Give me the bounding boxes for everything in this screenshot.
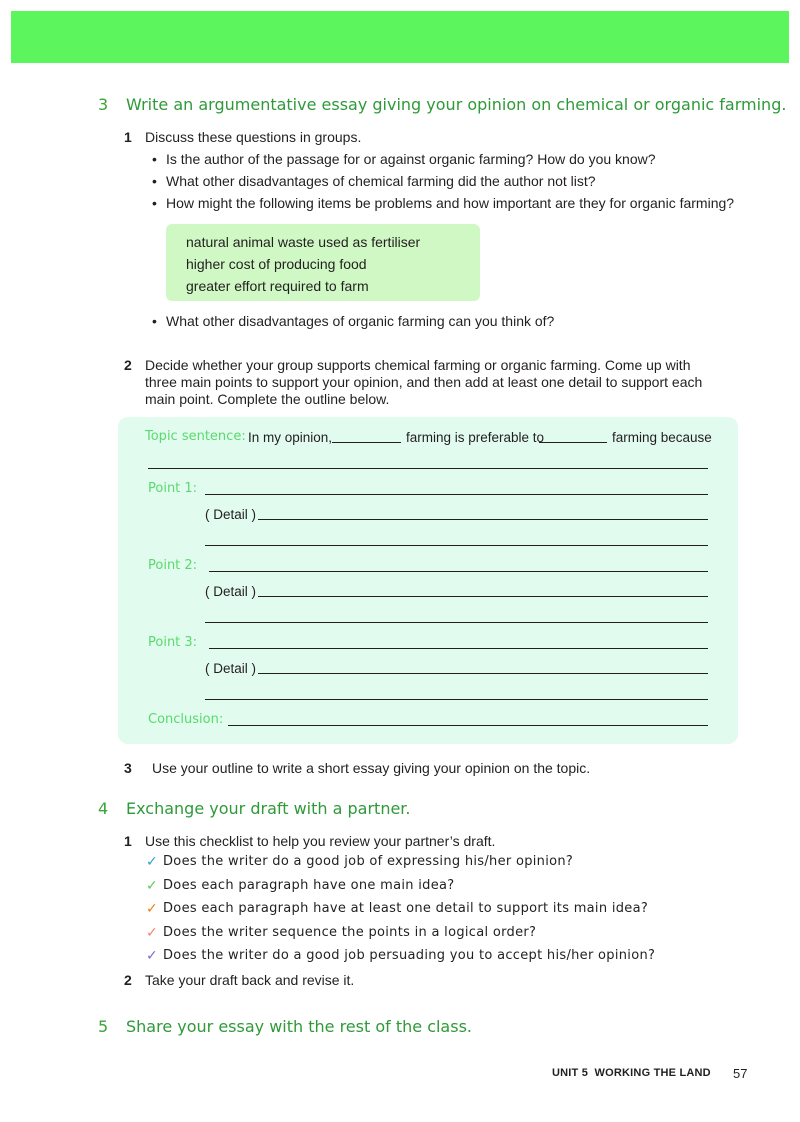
checkmark-icon: ✓ xyxy=(146,878,159,894)
checkmark-icon: ✓ xyxy=(146,854,159,870)
detail-2-line-2[interactable] xyxy=(205,622,708,623)
step-3-number: 3 xyxy=(124,760,132,776)
section-3-number: 3 xyxy=(98,95,109,114)
checklist-item xyxy=(146,925,537,941)
topic-blank-2[interactable] xyxy=(539,442,607,443)
checkmark-icon: ✓ xyxy=(146,925,159,941)
step-3-text: Use your outline to write a short essay giving your opinion on the topic. xyxy=(152,760,591,776)
header-color-bar xyxy=(11,11,789,63)
conclusion-label: Conclusion: xyxy=(148,712,224,727)
topic-sentence-label: Topic sentence: xyxy=(145,429,246,444)
detail-label: ( Detail ) xyxy=(205,584,257,599)
page-number: 57 xyxy=(733,1066,748,1081)
bullet-item: • How might the following items be problems and how important are they for organic farming? xyxy=(166,195,734,212)
point-3-label: Point 3: xyxy=(148,635,198,650)
checklist-item xyxy=(146,878,455,894)
bullet-item: • What other disadvantages of chemical farming did the author not list? xyxy=(166,173,596,190)
section-5-title: Share your essay with the rest of the class. xyxy=(126,1017,472,1036)
point-1-line[interactable] xyxy=(205,494,708,495)
bullet-item: • Is the author of the passage for or against organic farming? How do you know? xyxy=(166,151,656,168)
step-2-text: Take your draft back and revise it. xyxy=(145,972,355,988)
checklist-item xyxy=(146,901,649,917)
point-1-label: Point 1: xyxy=(148,481,198,496)
section-3-title: Write an argumentative essay giving your opinion on chemical or organic farming. xyxy=(126,95,787,114)
word-box-item: natural animal waste used as fertiliser xyxy=(186,234,421,250)
outline-box xyxy=(118,417,738,744)
topic-sentence-text-2: farming is preferable to xyxy=(406,430,545,445)
detail-label: ( Detail ) xyxy=(205,661,257,676)
checklist-item-text: Does each paragraph have one main idea? xyxy=(163,878,455,893)
step-2-text-line: three main points to support your opinion, and then add at least one detail to support each xyxy=(145,374,703,390)
detail-3-line-2[interactable] xyxy=(205,699,708,700)
step-1-text: Use this checklist to help you review your partner’s draft. xyxy=(145,833,496,849)
word-box-item: greater effort required to farm xyxy=(186,278,369,294)
topic-sentence-text-1: In my opinion, xyxy=(248,430,333,445)
checklist-item-text: Does the writer sequence the points in a logical order? xyxy=(163,925,537,940)
point-3-line[interactable] xyxy=(209,648,708,649)
footer-unit-title: UNIT 5 WORKING THE LAND xyxy=(552,1067,711,1079)
detail-2-line[interactable] xyxy=(258,596,708,597)
point-2-line[interactable] xyxy=(209,571,708,572)
topic-sentence-text-3: farming because xyxy=(612,430,712,445)
checklist-item xyxy=(146,854,574,870)
word-box-item: higher cost of producing food xyxy=(186,256,367,272)
checklist-item-text: Does the writer do a good job of expressing his/her opinion? xyxy=(163,854,574,869)
section-5-number: 5 xyxy=(98,1017,109,1036)
detail-3-line[interactable] xyxy=(258,673,708,674)
checkmark-icon: ✓ xyxy=(146,948,159,964)
section-4-title: Exchange your draft with a partner. xyxy=(126,799,411,818)
detail-1-line[interactable] xyxy=(258,519,708,520)
word-box xyxy=(166,224,480,301)
section-4-number: 4 xyxy=(98,799,109,818)
topic-blank-1[interactable] xyxy=(332,442,401,443)
checklist-item-text: Does each paragraph have at least one detail to support its main idea? xyxy=(163,901,649,916)
detail-1-line-2[interactable] xyxy=(205,545,708,546)
checklist-item xyxy=(146,948,656,964)
topic-sentence-line[interactable] xyxy=(148,468,708,469)
detail-label: ( Detail ) xyxy=(205,507,257,522)
step-2-text-line: main point. Complete the outline below. xyxy=(145,391,390,407)
bullet-item: • What other disadvantages of organic farming can you think of? xyxy=(166,313,554,330)
checklist-item-text: Does the writer do a good job persuading you to accept his/her opinion? xyxy=(163,948,656,963)
conclusion-line[interactable] xyxy=(228,725,708,726)
point-2-label: Point 2: xyxy=(148,558,198,573)
step-1-text: Discuss these questions in groups. xyxy=(145,129,362,145)
step-1-number: 1 xyxy=(124,833,132,849)
step-1-number: 1 xyxy=(124,129,132,145)
step-2-number: 2 xyxy=(124,972,132,988)
checkmark-icon: ✓ xyxy=(146,901,159,917)
step-2-number: 2 xyxy=(124,357,132,373)
step-2-text-line: Decide whether your group supports chemical farming or organic farming. Come up with xyxy=(145,357,691,373)
